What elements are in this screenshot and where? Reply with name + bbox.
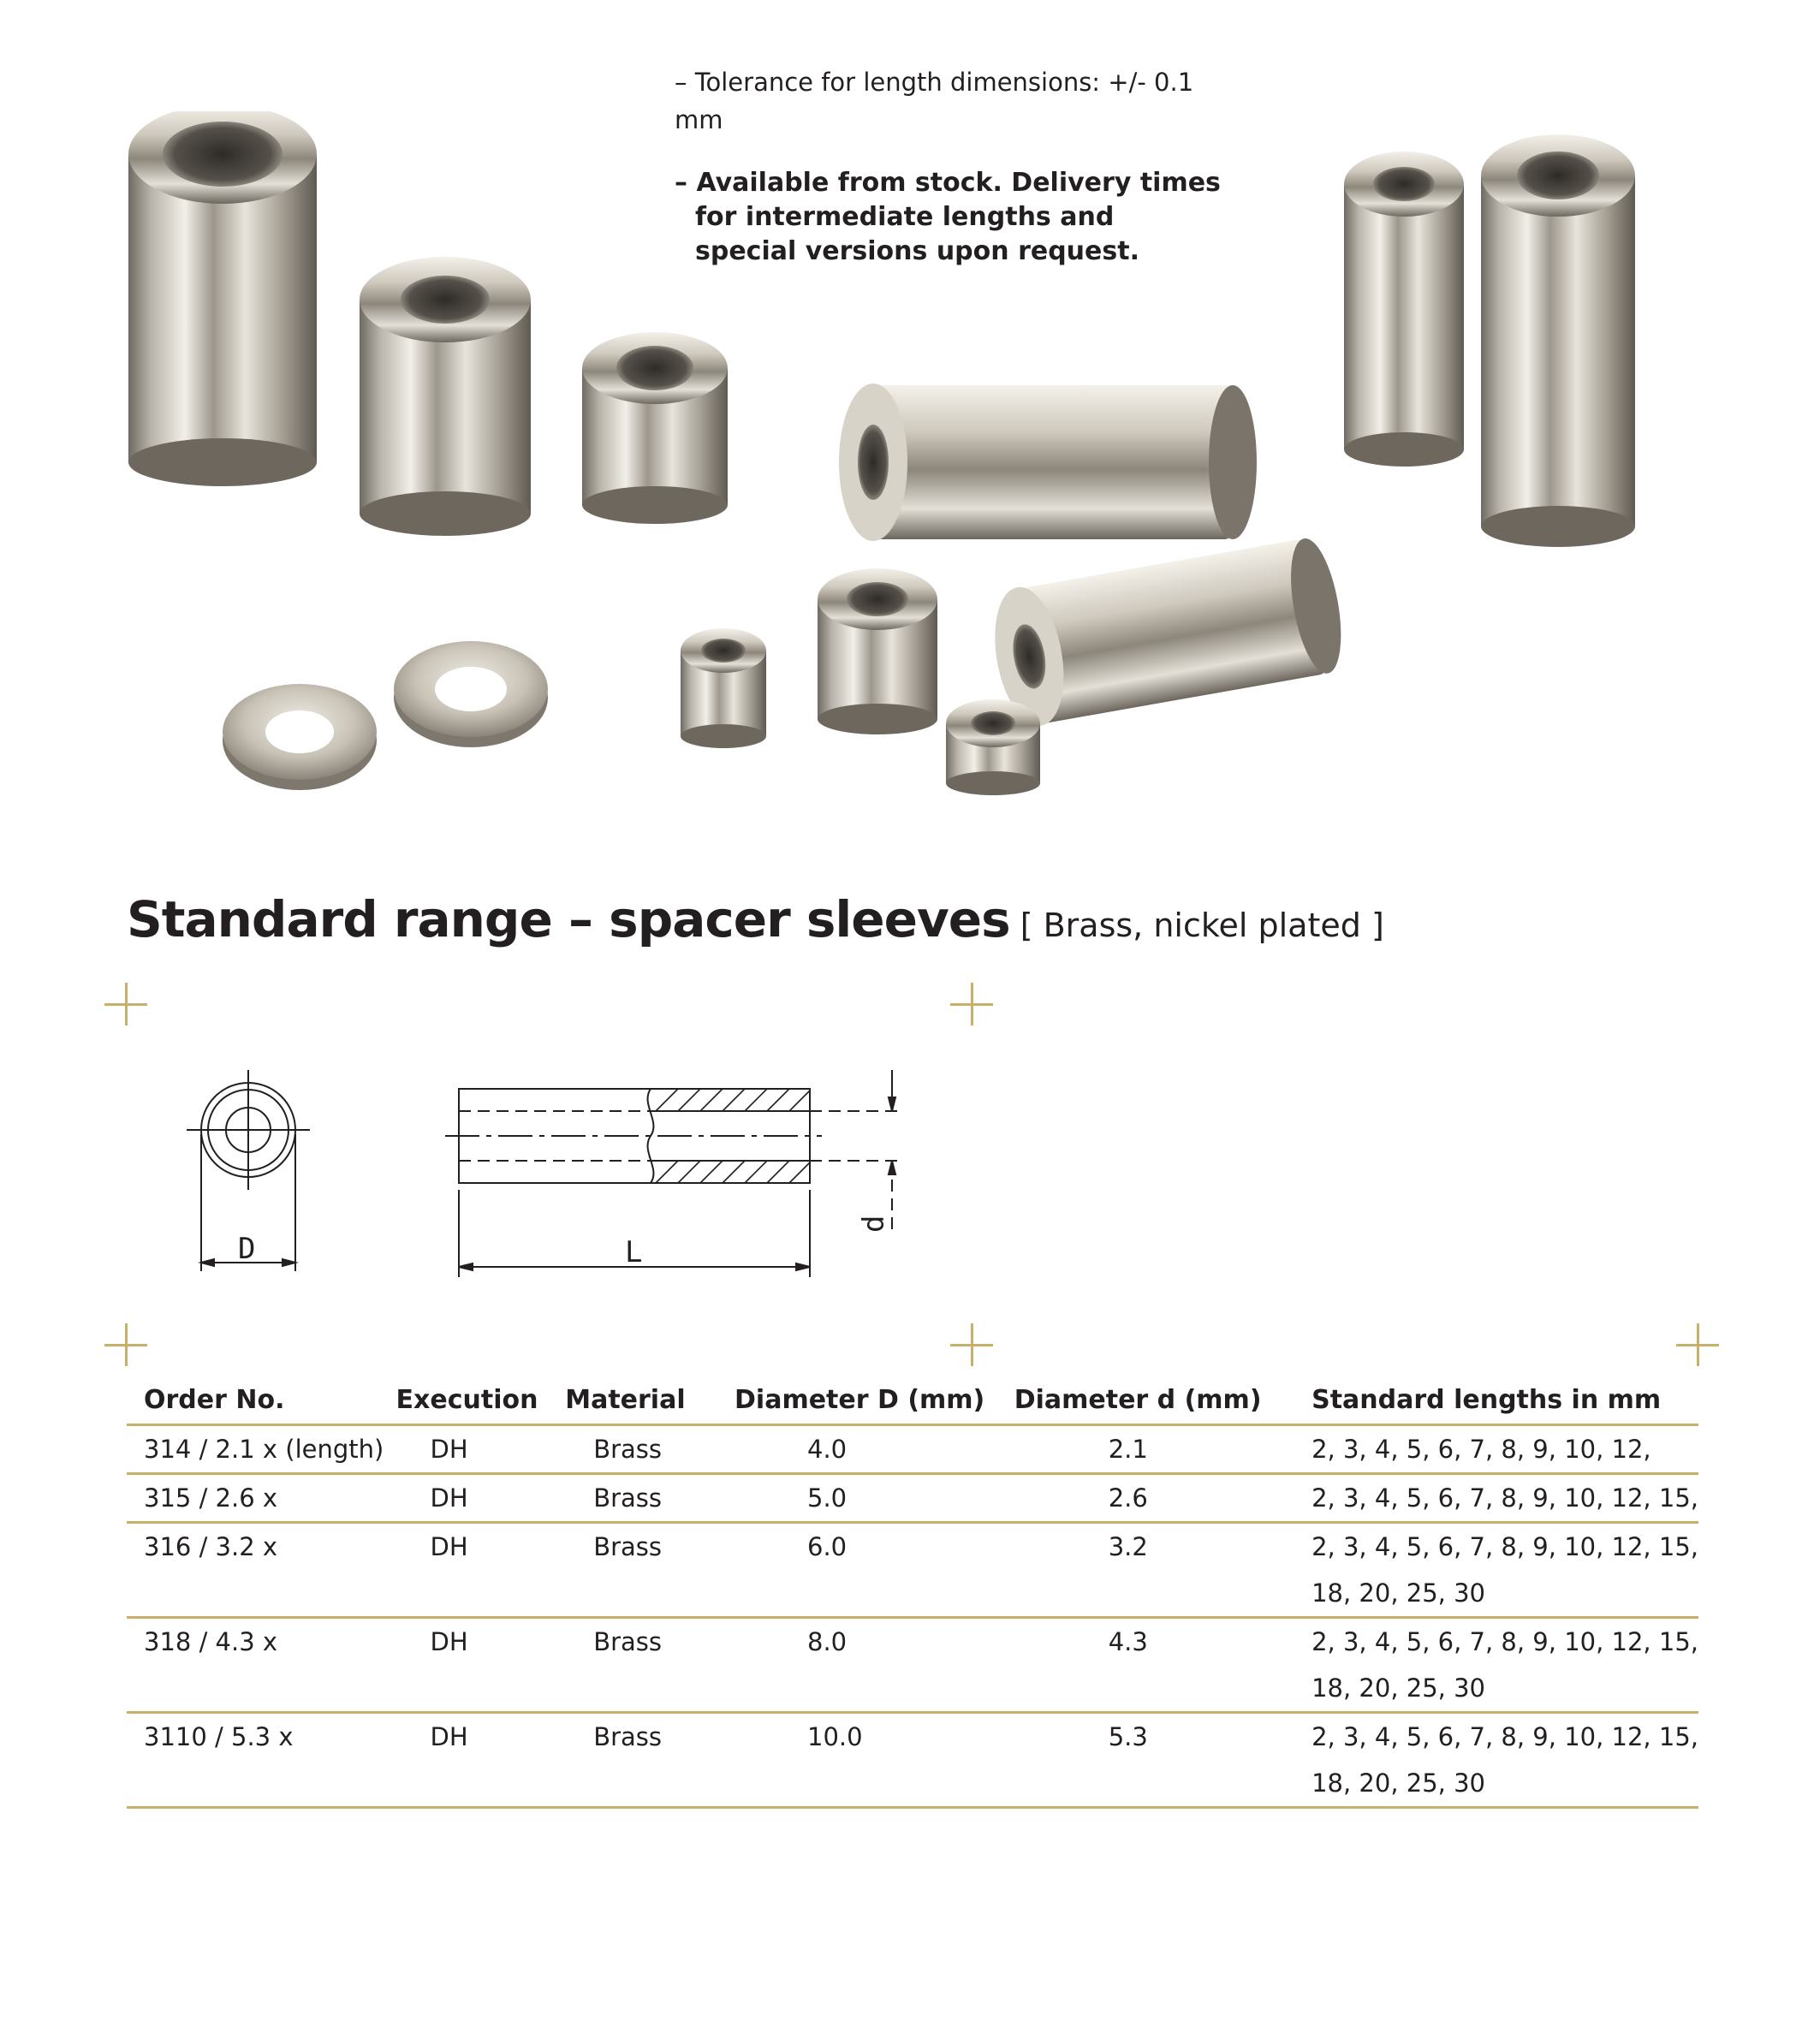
washer-2 (394, 641, 548, 747)
cell-diameter-D: 10.0 (735, 1713, 1014, 1808)
cell-diameter-d: 4.3 (1014, 1618, 1311, 1713)
cell-diameter-D: 8.0 (735, 1618, 1014, 1713)
label-L: L (625, 1235, 643, 1269)
crop-mark (950, 983, 993, 1025)
title-main: Standard range – spacer sleeves (127, 890, 1010, 948)
table-header-row (127, 1378, 1698, 1425)
cell-material: Brass (565, 1618, 735, 1713)
tolerance-note: – Tolerance for length dimensions: +/- 0.1 mm (675, 68, 1194, 134)
sleeve-small-3 (946, 699, 1040, 795)
header-diameter-d: Diameter d (mm) (1014, 1378, 1311, 1425)
cell-diameter-D: 4.0 (735, 1425, 1014, 1474)
table-row (127, 1618, 1698, 1713)
lengths-line: 2, 3, 4, 5, 6, 7, 8, 9, 10, 12, 15, (1311, 1532, 1698, 1561)
spec-table (127, 1378, 1698, 1809)
sleeve-small-1 (681, 628, 766, 748)
cell-order: 3110 / 5.3 x (127, 1713, 396, 1808)
cell-lengths (1311, 1523, 1698, 1618)
side-view (445, 1070, 901, 1277)
lengths-line: 2, 3, 4, 5, 6, 7, 8, 9, 10, 12, 15, (1311, 1483, 1698, 1513)
lengths-line: 18, 20, 25, 30 (1311, 1768, 1486, 1798)
cell-diameter-d: 2.1 (1014, 1425, 1311, 1474)
page-title (127, 890, 1384, 948)
cell-execution: DH (396, 1618, 566, 1713)
cell-diameter-D: 5.0 (735, 1474, 1014, 1523)
cell-lengths (1311, 1425, 1698, 1474)
label-D: D (238, 1232, 256, 1266)
sleeve-angled (985, 533, 1350, 732)
washer-1 (223, 684, 377, 790)
cell-order: 314 / 2.1 x (length) (127, 1425, 396, 1474)
header-order-no: Order No. (127, 1378, 396, 1425)
cell-material: Brass (565, 1713, 735, 1808)
lengths-line: 2, 3, 4, 5, 6, 7, 8, 9, 10, 12, 15, (1311, 1627, 1698, 1656)
sleeve-tall-right-2 (1481, 134, 1635, 547)
cell-execution: DH (396, 1474, 566, 1523)
crop-mark (104, 983, 147, 1025)
cell-diameter-D: 6.0 (735, 1523, 1014, 1618)
cell-diameter-d: 3.2 (1014, 1523, 1311, 1618)
lengths-line: 18, 20, 25, 30 (1311, 1578, 1486, 1608)
cell-lengths (1311, 1713, 1698, 1808)
cell-order: 318 / 4.3 x (127, 1618, 396, 1713)
label-d: d (857, 1215, 891, 1233)
sleeve-small-2 (818, 568, 937, 734)
product-photo (111, 111, 1738, 822)
table-row (127, 1425, 1698, 1474)
cell-lengths (1311, 1618, 1698, 1713)
cell-material: Brass (565, 1474, 735, 1523)
sleeve-medium (360, 257, 531, 536)
table-row (127, 1523, 1698, 1618)
cell-material: Brass (565, 1523, 735, 1618)
header-standard-lengths: Standard lengths in mm (1311, 1378, 1698, 1425)
cell-lengths (1311, 1474, 1698, 1523)
availability-dash: – (675, 168, 687, 198)
crop-mark (1676, 1323, 1719, 1366)
sleeve-short (582, 332, 728, 524)
header-material: Material (565, 1378, 735, 1425)
crop-mark (104, 1323, 147, 1366)
technical-drawing (171, 1053, 925, 1293)
availability-text: Available from stock. Delivery times for intermediate lengths and special versions upon request. (695, 168, 1221, 266)
title-sub: [ Brass, nickel plated ] (1009, 906, 1384, 944)
sleeve-long-horizontal (839, 383, 1257, 541)
lengths-line: 2, 3, 4, 5, 6, 7, 8, 9, 10, 12, (1311, 1435, 1651, 1464)
lengths-line: 18, 20, 25, 30 (1311, 1673, 1486, 1703)
cell-execution: DH (396, 1425, 566, 1474)
cell-execution: DH (396, 1523, 566, 1618)
sleeve-tall-right-1 (1344, 152, 1464, 467)
cell-diameter-d: 5.3 (1014, 1713, 1311, 1808)
cell-order: 316 / 3.2 x (127, 1523, 396, 1618)
cell-diameter-d: 2.6 (1014, 1474, 1311, 1523)
header-execution: Execution (396, 1378, 566, 1425)
table-row (127, 1713, 1698, 1808)
sleeve-large (128, 111, 317, 486)
cell-material: Brass (565, 1425, 735, 1474)
lengths-line: 2, 3, 4, 5, 6, 7, 8, 9, 10, 12, 15, (1311, 1722, 1698, 1751)
crop-mark (950, 1323, 993, 1366)
cell-order: 315 / 2.6 x (127, 1474, 396, 1523)
table-row (127, 1474, 1698, 1523)
cell-execution: DH (396, 1713, 566, 1808)
header-diameter-D: Diameter D (mm) (735, 1378, 1014, 1425)
